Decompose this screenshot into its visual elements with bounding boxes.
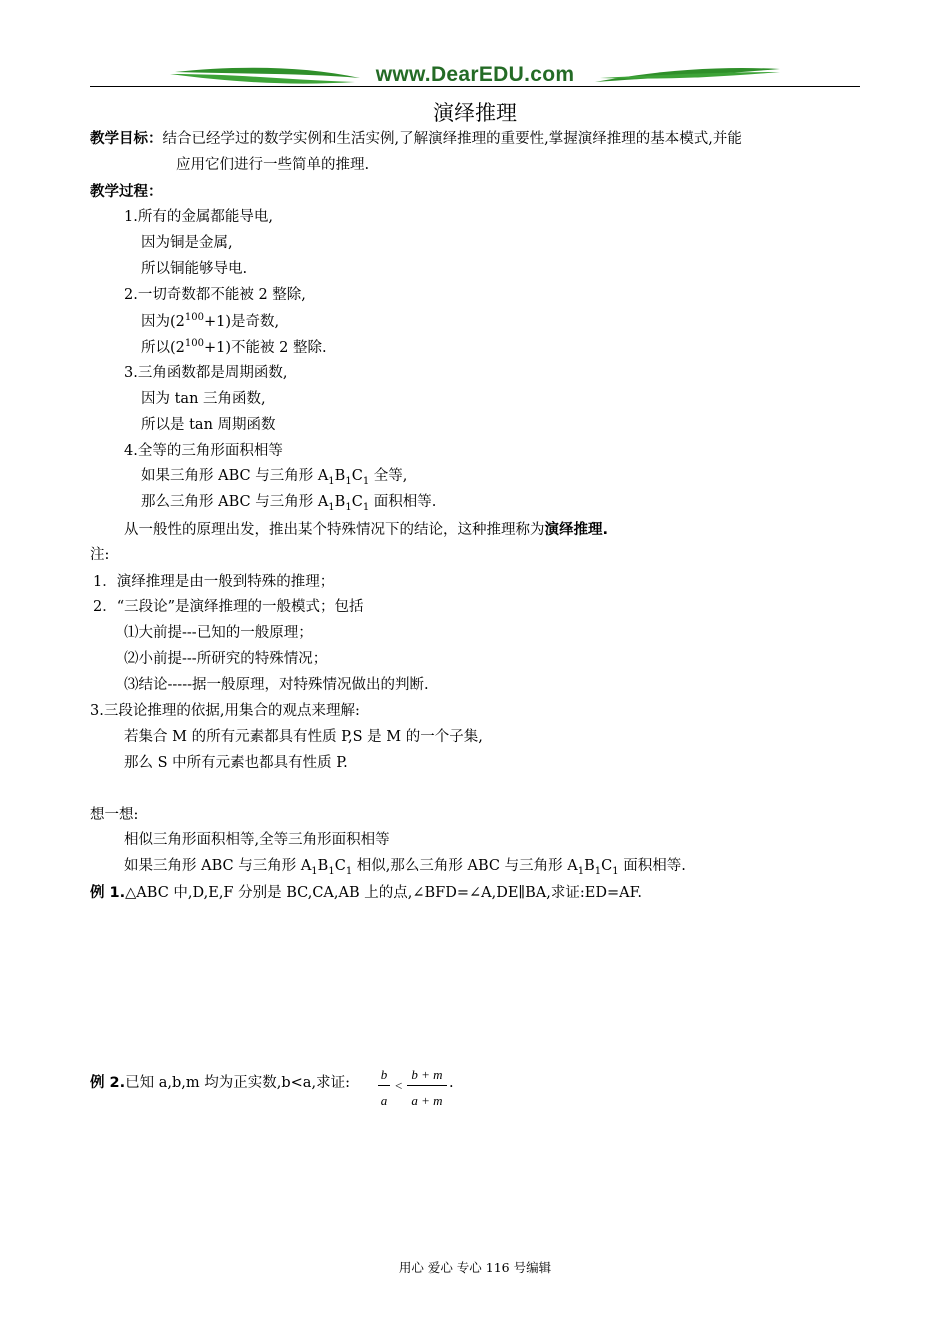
page-title: 演绎推理	[433, 101, 517, 125]
objective-line	[90, 129, 742, 149]
fraction-1-denominator: a	[380, 1093, 388, 1108]
ex4-line-2: 如果三角形 ABC 与三角形 $A_1B_1C_1$ 全等,	[141, 468, 408, 487]
example-2	[90, 1073, 350, 1093]
fraction-2-numerator: b + m	[411, 1067, 443, 1082]
definition-line	[124, 520, 608, 540]
ex2-line-2: 因为$(2^{100}+1)$是奇数,	[141, 312, 280, 330]
think-line-2: 如果三角形 ABC 与三角形 $A_1B_1C_1$ 相似,那么三角形 ABC 与三角形 $A_1B_1C_1$ 面积相等.	[124, 858, 686, 877]
note-1: 1．演绎推理是由一般到特殊的推理；	[93, 574, 335, 590]
example-2-label: 例 2.	[90, 1075, 126, 1091]
objective-text-1: 结合已经学过的数学实例和生活实例,了解演绎推理的重要性,掌握演绎推理的基本模式,并能	[162, 131, 742, 147]
example-2-text: 已知 a,b,m 均为正实数,b<a,求证:	[125, 1075, 350, 1091]
note-2: 2．“三段论”是演绎推理的一般模式；包括	[93, 599, 364, 615]
premise-minor: ⑵小前提---所研究的特殊情况；	[124, 651, 328, 667]
header-rule	[90, 86, 860, 87]
fraction-1-bar	[378, 1085, 390, 1086]
ex1-line-1: 1.所有的金属都能导电,	[124, 209, 273, 225]
note-3: 3.三段论推理的依据,用集合的观点来理解:	[90, 703, 360, 719]
process-label: 教学过程：	[90, 184, 163, 200]
ex2-line-1: 2.一切奇数都不能被 2 整除,	[124, 287, 306, 303]
ex1-line-2: 因为铜是金属,	[141, 235, 233, 251]
site-name[interactable]: www.DearEDU.com	[375, 63, 575, 86]
ex3-line-2: 因为 tan 三角函数,	[141, 391, 266, 407]
fraction-1-numerator: b	[380, 1067, 388, 1082]
definition-text: 从一般性的原理出发，推出某个特殊情况下的结论，这种推理称为	[124, 522, 545, 538]
site-header	[90, 60, 860, 92]
conclusion: ⑶结论-----据一般原理，对特殊情况做出的判断.	[124, 677, 429, 693]
less-than-sign: <	[395, 1078, 403, 1093]
example-1-label: 例 1.	[90, 885, 126, 901]
think-label: 想一想:	[90, 807, 139, 823]
premise-major: ⑴大前提---已知的一般原理；	[124, 625, 313, 641]
notes-label: 注:	[90, 547, 110, 563]
ex4-line-3: 那么三角形 ABC 与三角形 $A_1B_1C_1$ 面积相等.	[141, 494, 437, 513]
definition-term: 演绎推理.	[544, 522, 609, 538]
set-line-1: 若集合 M 的所有元素都具有性质 P,S 是 M 的一个子集,	[124, 729, 483, 745]
footer: 用心 爱心 专心 116 号编辑	[398, 1260, 552, 1275]
ex4-line-1: 4.全等的三角形面积相等	[124, 443, 283, 459]
example-1	[90, 883, 642, 903]
fraction-2-bar	[407, 1085, 447, 1086]
set-line-2: 那么 S 中所有元素也都具有性质 P.	[124, 755, 348, 771]
objective-label: 教学目标：	[90, 131, 163, 147]
ex3-line-3: 所以是 tan 周期函数	[141, 417, 276, 433]
think-line-1: 相似三角形面积相等,全等三角形面积相等	[124, 832, 390, 848]
ex3-line-1: 3.三角函数都是周期函数,	[124, 365, 288, 381]
ex2-line-3: 所以$(2^{100}+1)$不能被 2 整除.	[141, 338, 327, 356]
example-2-end: .	[449, 1075, 454, 1091]
objective-text-2: 应用它们进行一些简单的推理.	[176, 157, 370, 173]
example-1-text: △ABC 中,D,E,F 分别是 BC,CA,AB 上的点,∠BFD=∠A,DE∥BA,求证:ED=AF.	[125, 885, 642, 901]
exponent: 100	[184, 312, 204, 323]
fraction-2-denominator: a + m	[411, 1093, 443, 1108]
ex1-line-3: 所以铜能够导电.	[141, 261, 248, 277]
exponent: 100	[184, 338, 204, 349]
